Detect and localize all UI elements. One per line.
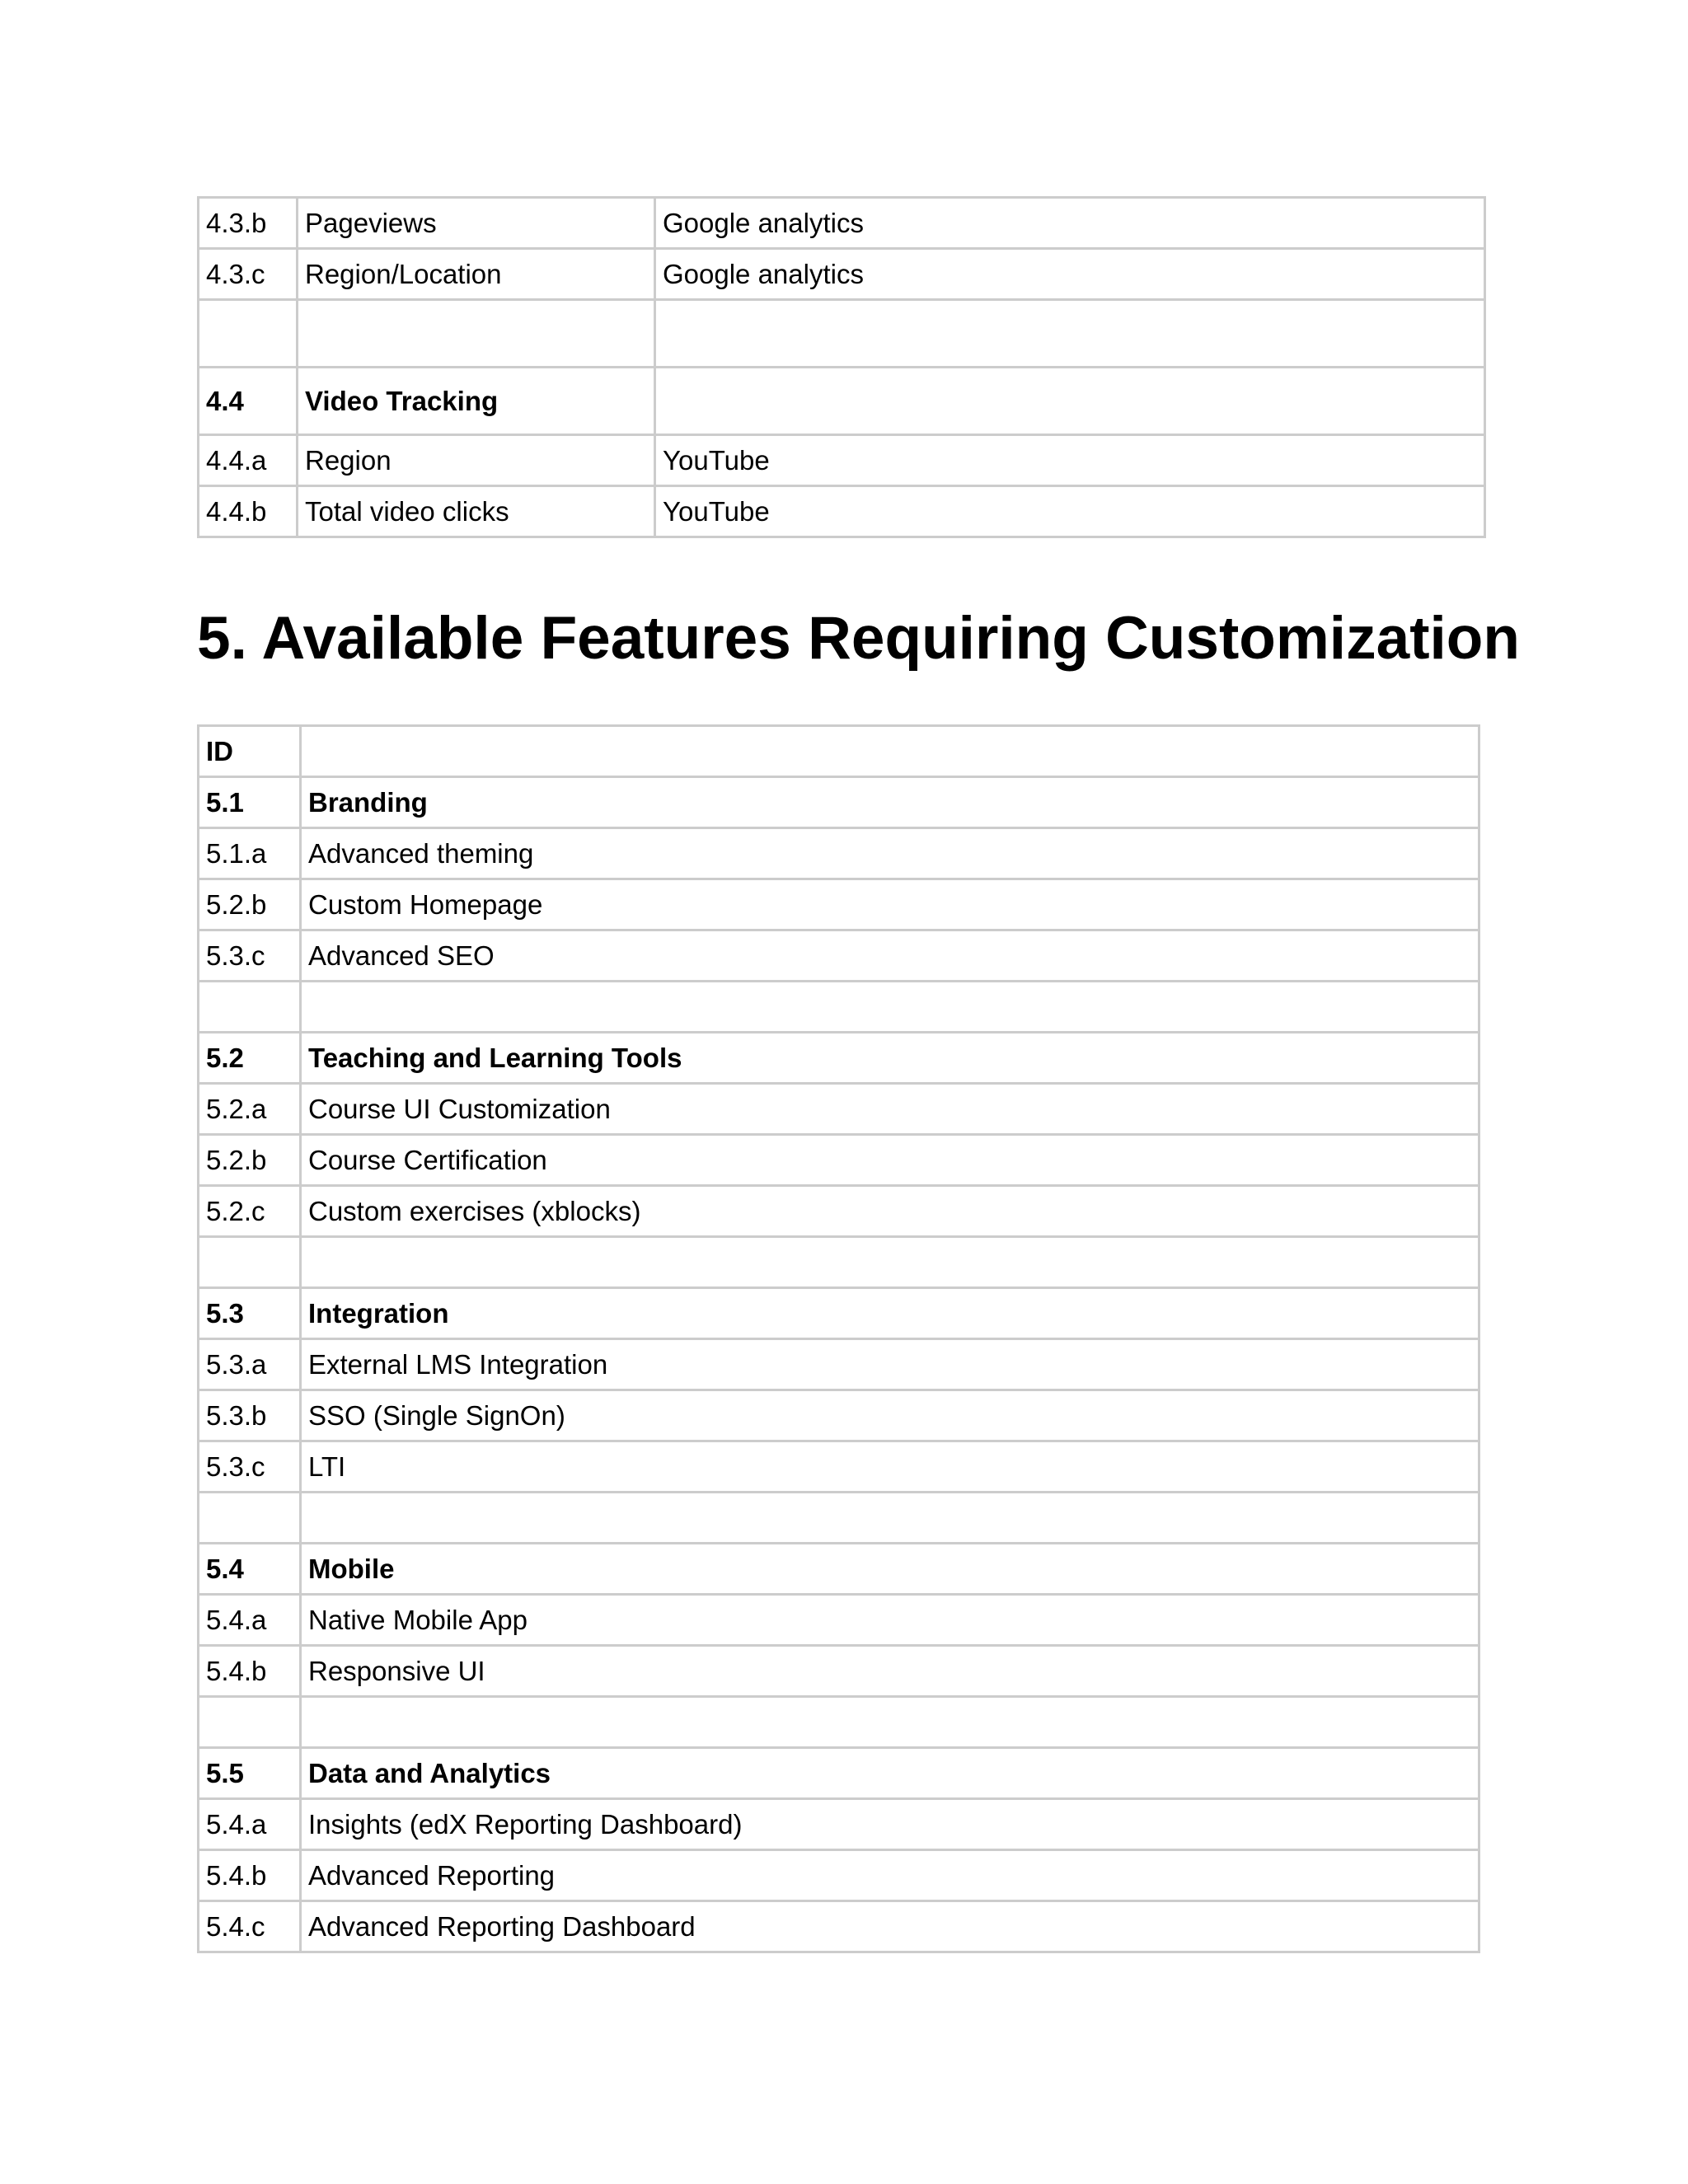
table-row <box>199 1646 1479 1697</box>
row-id-cell: 5.3.c <box>199 1441 301 1493</box>
row-item-cell: Region/Location <box>298 249 655 300</box>
row-id-cell <box>199 1697 301 1748</box>
row-source-cell <box>655 368 1485 435</box>
row-id-cell: 5.2.b <box>199 879 301 930</box>
table-row <box>199 300 1485 368</box>
row-feature-cell <box>301 982 1479 1033</box>
table-row <box>199 726 1479 777</box>
row-feature-cell: Integration <box>301 1288 1479 1339</box>
table-row <box>199 368 1485 435</box>
features-table <box>197 724 1480 1953</box>
row-id-cell: 5.4.c <box>199 1901 301 1952</box>
row-item-cell: Total video clicks <box>298 486 655 537</box>
section-heading: 5. Available Features Requiring Customization <box>197 605 1520 672</box>
tracking-table <box>197 196 1486 538</box>
row-source-cell: Google analytics <box>655 198 1485 249</box>
row-id-cell: 5.2 <box>199 1033 301 1084</box>
table-row <box>199 1595 1479 1646</box>
row-feature-cell: Insights (edX Reporting Dashboard) <box>301 1799 1479 1850</box>
row-id-cell: 5.2.c <box>199 1186 301 1237</box>
row-feature-cell: Responsive UI <box>301 1646 1479 1697</box>
row-feature-cell: Custom Homepage <box>301 879 1479 930</box>
row-source-cell: Google analytics <box>655 249 1485 300</box>
row-feature-cell: Course Certification <box>301 1135 1479 1186</box>
row-id-cell: 4.3.b <box>199 198 298 249</box>
row-id-cell <box>199 982 301 1033</box>
row-feature-cell: Branding <box>301 777 1479 828</box>
row-id-cell: 5.3.b <box>199 1390 301 1441</box>
table-row <box>199 879 1479 930</box>
row-feature-cell: Mobile <box>301 1544 1479 1595</box>
row-feature-cell: Advanced SEO <box>301 930 1479 982</box>
row-feature-cell: Advanced Reporting Dashboard <box>301 1901 1479 1952</box>
row-source-cell: YouTube <box>655 486 1485 537</box>
row-id-cell: 4.3.c <box>199 249 298 300</box>
row-id-cell <box>199 1237 301 1288</box>
table-row <box>199 930 1479 982</box>
row-item-cell: Region <box>298 435 655 486</box>
row-id-cell: 5.4 <box>199 1544 301 1595</box>
table-row <box>199 1186 1479 1237</box>
table-row <box>199 1390 1479 1441</box>
row-id-cell: 5.4.a <box>199 1595 301 1646</box>
row-feature-cell: LTI <box>301 1441 1479 1493</box>
row-feature-cell: Advanced Reporting <box>301 1850 1479 1901</box>
row-id-cell: 4.4 <box>199 368 298 435</box>
table-row <box>199 1339 1479 1390</box>
table-row <box>199 1441 1479 1493</box>
table-row <box>199 249 1485 300</box>
row-id-cell: 5.1.a <box>199 828 301 879</box>
table-row <box>199 1850 1479 1901</box>
table-row <box>199 1084 1479 1135</box>
row-feature-cell: Custom exercises (xblocks) <box>301 1186 1479 1237</box>
row-source-cell: YouTube <box>655 435 1485 486</box>
row-id-cell: 4.4.a <box>199 435 298 486</box>
table-row <box>199 1493 1479 1544</box>
table-row <box>199 1799 1479 1850</box>
row-id-cell: 5.3 <box>199 1288 301 1339</box>
row-source-cell <box>655 300 1485 368</box>
table-row <box>199 1288 1479 1339</box>
row-feature-cell <box>301 1493 1479 1544</box>
table-row <box>199 1697 1479 1748</box>
row-id-cell: 5.4.b <box>199 1646 301 1697</box>
row-id-cell: 5.2.a <box>199 1084 301 1135</box>
row-id-cell: 5.1 <box>199 777 301 828</box>
table-row <box>199 828 1479 879</box>
row-id-cell: 5.3.c <box>199 930 301 982</box>
row-feature-cell <box>301 726 1479 777</box>
row-item-cell: Pageviews <box>298 198 655 249</box>
table-row <box>199 777 1479 828</box>
row-id-cell <box>199 1493 301 1544</box>
table-row <box>199 486 1485 537</box>
row-feature-cell <box>301 1237 1479 1288</box>
table-row <box>199 982 1479 1033</box>
row-feature-cell: Course UI Customization <box>301 1084 1479 1135</box>
row-id-cell: 5.3.a <box>199 1339 301 1390</box>
row-feature-cell: Data and Analytics <box>301 1748 1479 1799</box>
row-id-cell: ID <box>199 726 301 777</box>
table-row <box>199 1748 1479 1799</box>
table-row <box>199 1033 1479 1084</box>
table-row <box>199 1237 1479 1288</box>
row-feature-cell: Teaching and Learning Tools <box>301 1033 1479 1084</box>
row-feature-cell: SSO (Single SignOn) <box>301 1390 1479 1441</box>
row-id-cell: 4.4.b <box>199 486 298 537</box>
row-id-cell: 5.4.a <box>199 1799 301 1850</box>
table-row <box>199 1135 1479 1186</box>
table-row <box>199 1544 1479 1595</box>
row-feature-cell <box>301 1697 1479 1748</box>
table-row <box>199 198 1485 249</box>
table-row <box>199 1901 1479 1952</box>
row-id-cell <box>199 300 298 368</box>
row-feature-cell: Advanced theming <box>301 828 1479 879</box>
row-item-cell <box>298 300 655 368</box>
row-id-cell: 5.5 <box>199 1748 301 1799</box>
row-id-cell: 5.4.b <box>199 1850 301 1901</box>
table-row <box>199 435 1485 486</box>
row-feature-cell: External LMS Integration <box>301 1339 1479 1390</box>
row-feature-cell: Native Mobile App <box>301 1595 1479 1646</box>
row-item-cell: Video Tracking <box>298 368 655 435</box>
row-id-cell: 5.2.b <box>199 1135 301 1186</box>
